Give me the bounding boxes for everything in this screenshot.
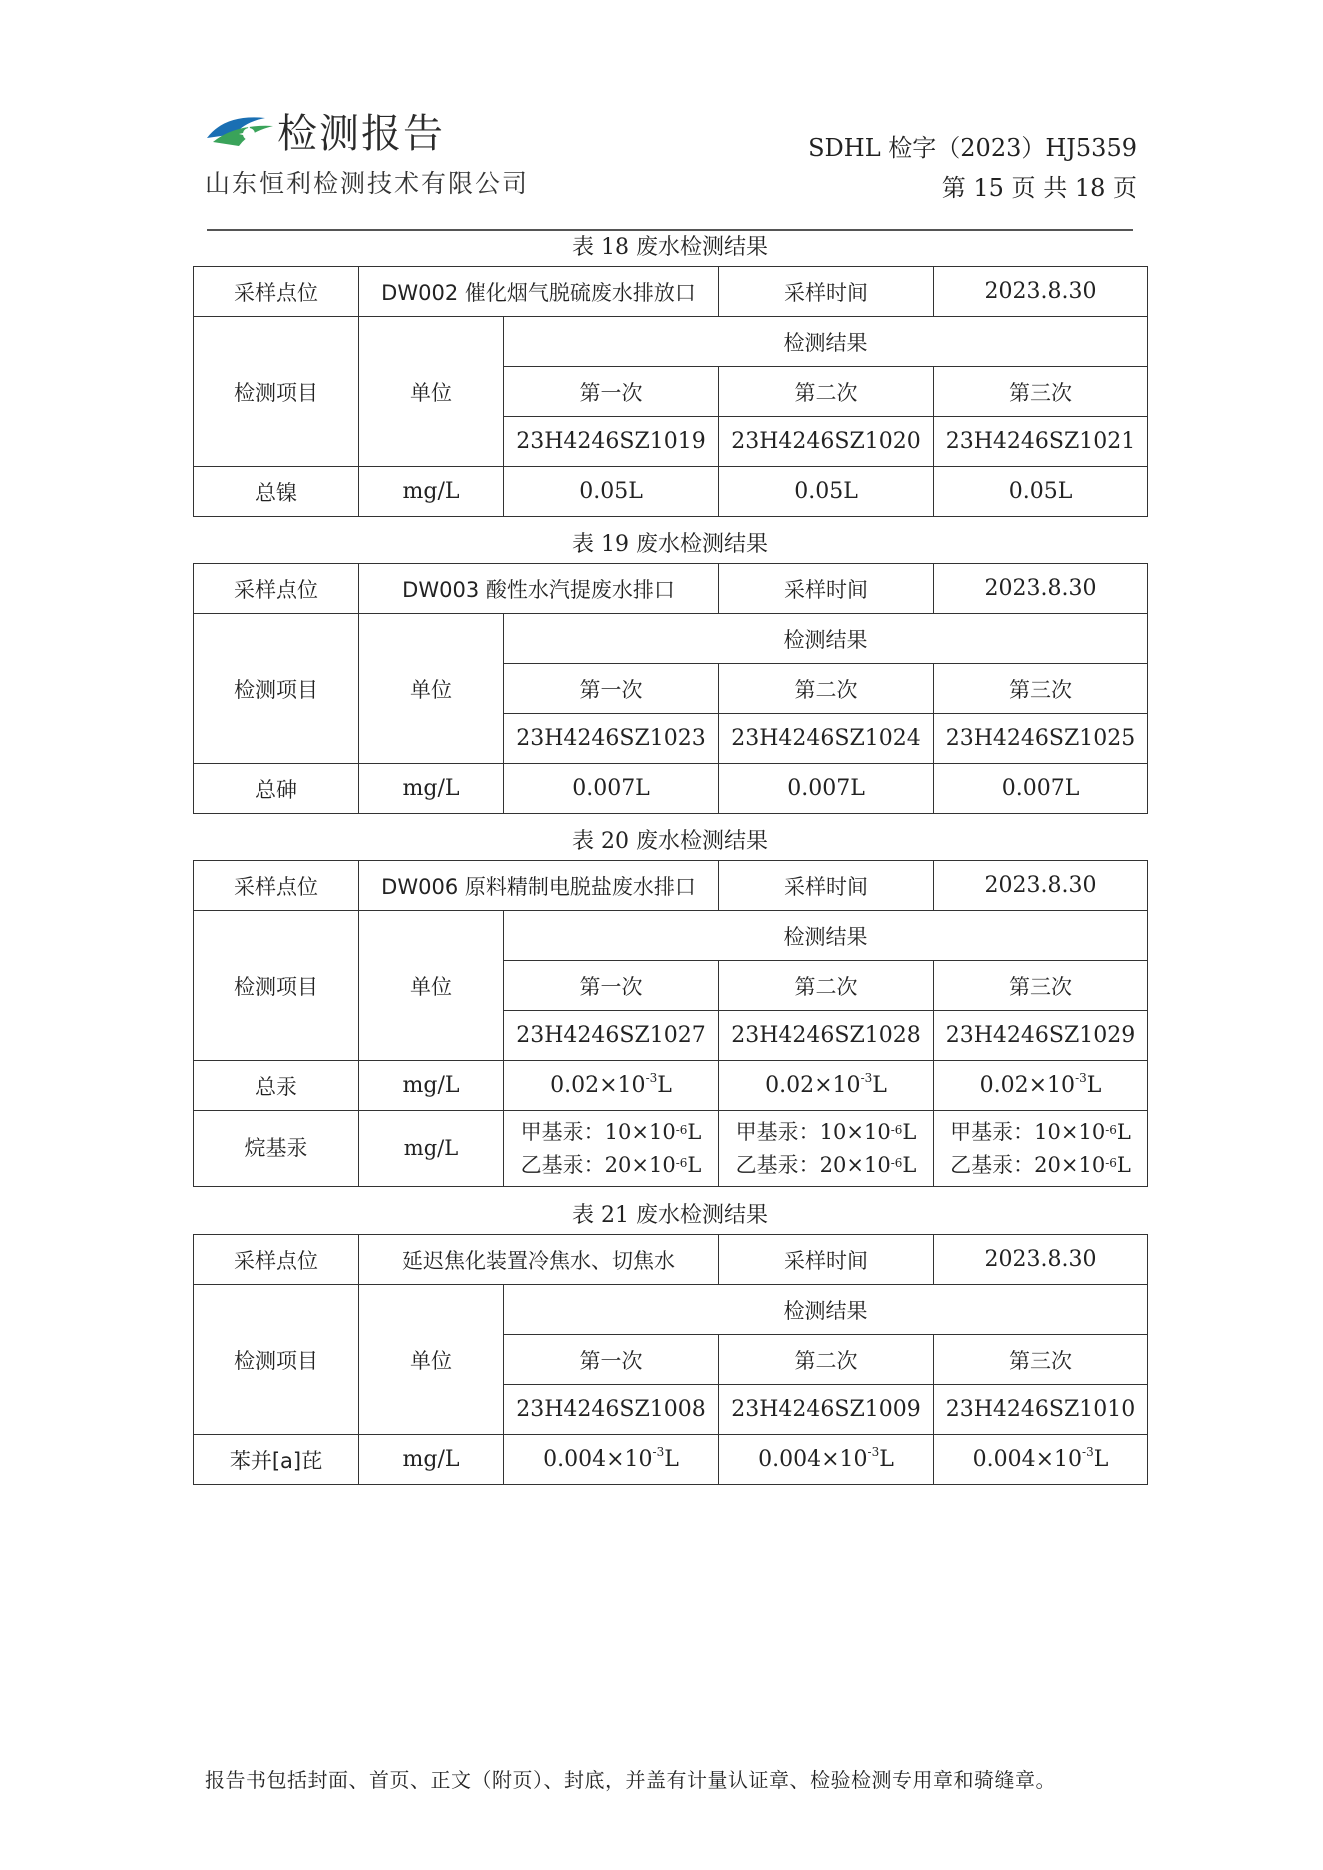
item-name: 烷基汞 (194, 1111, 359, 1187)
result-value: 0.05L (934, 467, 1148, 517)
unit-label: 单位 (359, 614, 504, 764)
result-value: 甲基汞：$10\times 10^{-6}L$ 乙基汞：$20\times 10^{-6}L$ (719, 1111, 934, 1187)
test-item-label: 检测项目 (194, 911, 359, 1061)
table-20 (193, 824, 1147, 1187)
sample-id: 23H4246SZ1029 (934, 1011, 1148, 1061)
result-value: $0.02\times 10^{-3}L$ (719, 1061, 934, 1111)
third-round-label: 第三次 (934, 1335, 1148, 1385)
item-unit: mg/L (359, 467, 504, 517)
first-round-label: 第一次 (504, 1335, 719, 1385)
unit-label: 单位 (359, 1285, 504, 1435)
sample-id: 23H4246SZ1010 (934, 1385, 1148, 1435)
second-round-label: 第二次 (719, 664, 934, 714)
sample-point-value: DW003 酸性水汽提废水排口 (359, 564, 719, 614)
sample-time-value: 2023.8.30 (934, 861, 1148, 911)
result-label: 检测结果 (504, 317, 1148, 367)
table-18 (193, 230, 1147, 517)
sample-id: 23H4246SZ1025 (934, 714, 1148, 764)
result-value: 0.007L (719, 764, 934, 814)
table-caption: 表 20 废水检测结果 (572, 829, 768, 854)
logo-row (205, 112, 529, 156)
page-info: 第 15 页 共 18 页 (941, 174, 1137, 202)
second-round-label: 第二次 (719, 961, 934, 1011)
first-round-label: 第一次 (504, 961, 719, 1011)
results-table (193, 266, 1148, 517)
third-round-label: 第三次 (934, 664, 1148, 714)
result-value: $0.004\times 10^{-3}L$ (934, 1435, 1148, 1485)
item-name: 总砷 (194, 764, 359, 814)
unit-label: 单位 (359, 911, 504, 1061)
sample-id: 23H4246SZ1023 (504, 714, 719, 764)
result-label: 检测结果 (504, 614, 1148, 664)
unit-label: 单位 (359, 317, 504, 467)
sample-point-value: DW006 原料精制电脱盐废水排口 (359, 861, 719, 911)
first-round-label: 第一次 (504, 664, 719, 714)
second-round-label: 第二次 (719, 1335, 934, 1385)
item-unit: mg/L (359, 1435, 504, 1485)
sample-id: 23H4246SZ1028 (719, 1011, 934, 1061)
test-item-label: 检测项目 (194, 317, 359, 467)
sample-time-value: 2023.8.30 (934, 1235, 1148, 1285)
sample-point-value: 延迟焦化装置冷焦水、切焦水 (359, 1235, 719, 1285)
footer-note: 报告书包括封面、首页、正文（附页）、封底，并盖有计量认证章、检验检测专用章和骑缝章。 (205, 1768, 1056, 1792)
test-item-label: 检测项目 (194, 1285, 359, 1435)
result-value: 甲基汞：$10\times 10^{-6}L$ 乙基汞：$20\times 10^{-6}L$ (504, 1111, 719, 1187)
test-item-label: 检测项目 (194, 614, 359, 764)
sample-point-label: 采样点位 (194, 267, 359, 317)
sample-id: 23H4246SZ1020 (719, 417, 934, 467)
sample-id: 23H4246SZ1021 (934, 417, 1148, 467)
results-table (193, 1234, 1148, 1485)
report-header-right (808, 128, 1137, 208)
sample-time-label: 采样时间 (719, 1235, 934, 1285)
table-row (194, 467, 1148, 517)
sample-id: 23H4246SZ1009 (719, 1385, 934, 1435)
company-name: 山东恒利检测技术有限公司 (205, 169, 530, 198)
results-table (193, 860, 1148, 1187)
result-value: 甲基汞：$10\times 10^{-6}L$ 乙基汞：$20\times 10^{-6}L$ (934, 1111, 1148, 1187)
item-unit: mg/L (359, 764, 504, 814)
sample-point-value: DW002 催化烟气脱硫废水排放口 (359, 267, 719, 317)
results-table (193, 563, 1148, 814)
table-caption: 表 19 废水检测结果 (572, 532, 768, 557)
result-value: 0.05L (719, 467, 934, 517)
item-name: 总镍 (194, 467, 359, 517)
item-unit: mg/L (359, 1111, 504, 1187)
sample-id: 23H4246SZ1008 (504, 1385, 719, 1435)
result-value: $0.004\times 10^{-3}L$ (504, 1435, 719, 1485)
item-unit: mg/L (359, 1061, 504, 1111)
report-title: 检测报告 (277, 111, 445, 157)
sample-time-label: 采样时间 (719, 564, 934, 614)
first-round-label: 第一次 (504, 367, 719, 417)
report-header-left (205, 112, 529, 200)
table-19 (193, 527, 1147, 814)
table-row (194, 1111, 1148, 1187)
table-row (194, 764, 1148, 814)
result-value: $0.02\times 10^{-3}L$ (504, 1061, 719, 1111)
item-name: 苯并[a]芘 (194, 1435, 359, 1485)
result-value: 0.007L (934, 764, 1148, 814)
item-name: 总汞 (194, 1061, 359, 1111)
sample-point-label: 采样点位 (194, 564, 359, 614)
result-label: 检测结果 (504, 1285, 1148, 1335)
third-round-label: 第三次 (934, 961, 1148, 1011)
second-round-label: 第二次 (719, 367, 934, 417)
table-row (194, 1061, 1148, 1111)
sample-point-label: 采样点位 (194, 861, 359, 911)
report-number: SDHL 检字（2023）HJ5359 (808, 134, 1137, 162)
result-value: 0.05L (504, 467, 719, 517)
sample-id: 23H4246SZ1024 (719, 714, 934, 764)
sample-id: 23H4246SZ1019 (504, 417, 719, 467)
sample-id: 23H4246SZ1027 (504, 1011, 719, 1061)
sample-time-value: 2023.8.30 (934, 267, 1148, 317)
table-row (194, 1435, 1148, 1485)
table-caption: 表 18 废水检测结果 (572, 235, 768, 260)
sample-time-value: 2023.8.30 (934, 564, 1148, 614)
third-round-label: 第三次 (934, 367, 1148, 417)
result-value: $0.004\times 10^{-3}L$ (719, 1435, 934, 1485)
sample-point-label: 采样点位 (194, 1235, 359, 1285)
company-logo-icon (205, 112, 275, 156)
sample-time-label: 采样时间 (719, 861, 934, 911)
result-value: 0.007L (504, 764, 719, 814)
table-caption: 表 21 废水检测结果 (572, 1203, 768, 1228)
result-label: 检测结果 (504, 911, 1148, 961)
sample-time-label: 采样时间 (719, 267, 934, 317)
result-value: $0.02\times 10^{-3}L$ (934, 1061, 1148, 1111)
table-21 (193, 1198, 1147, 1485)
